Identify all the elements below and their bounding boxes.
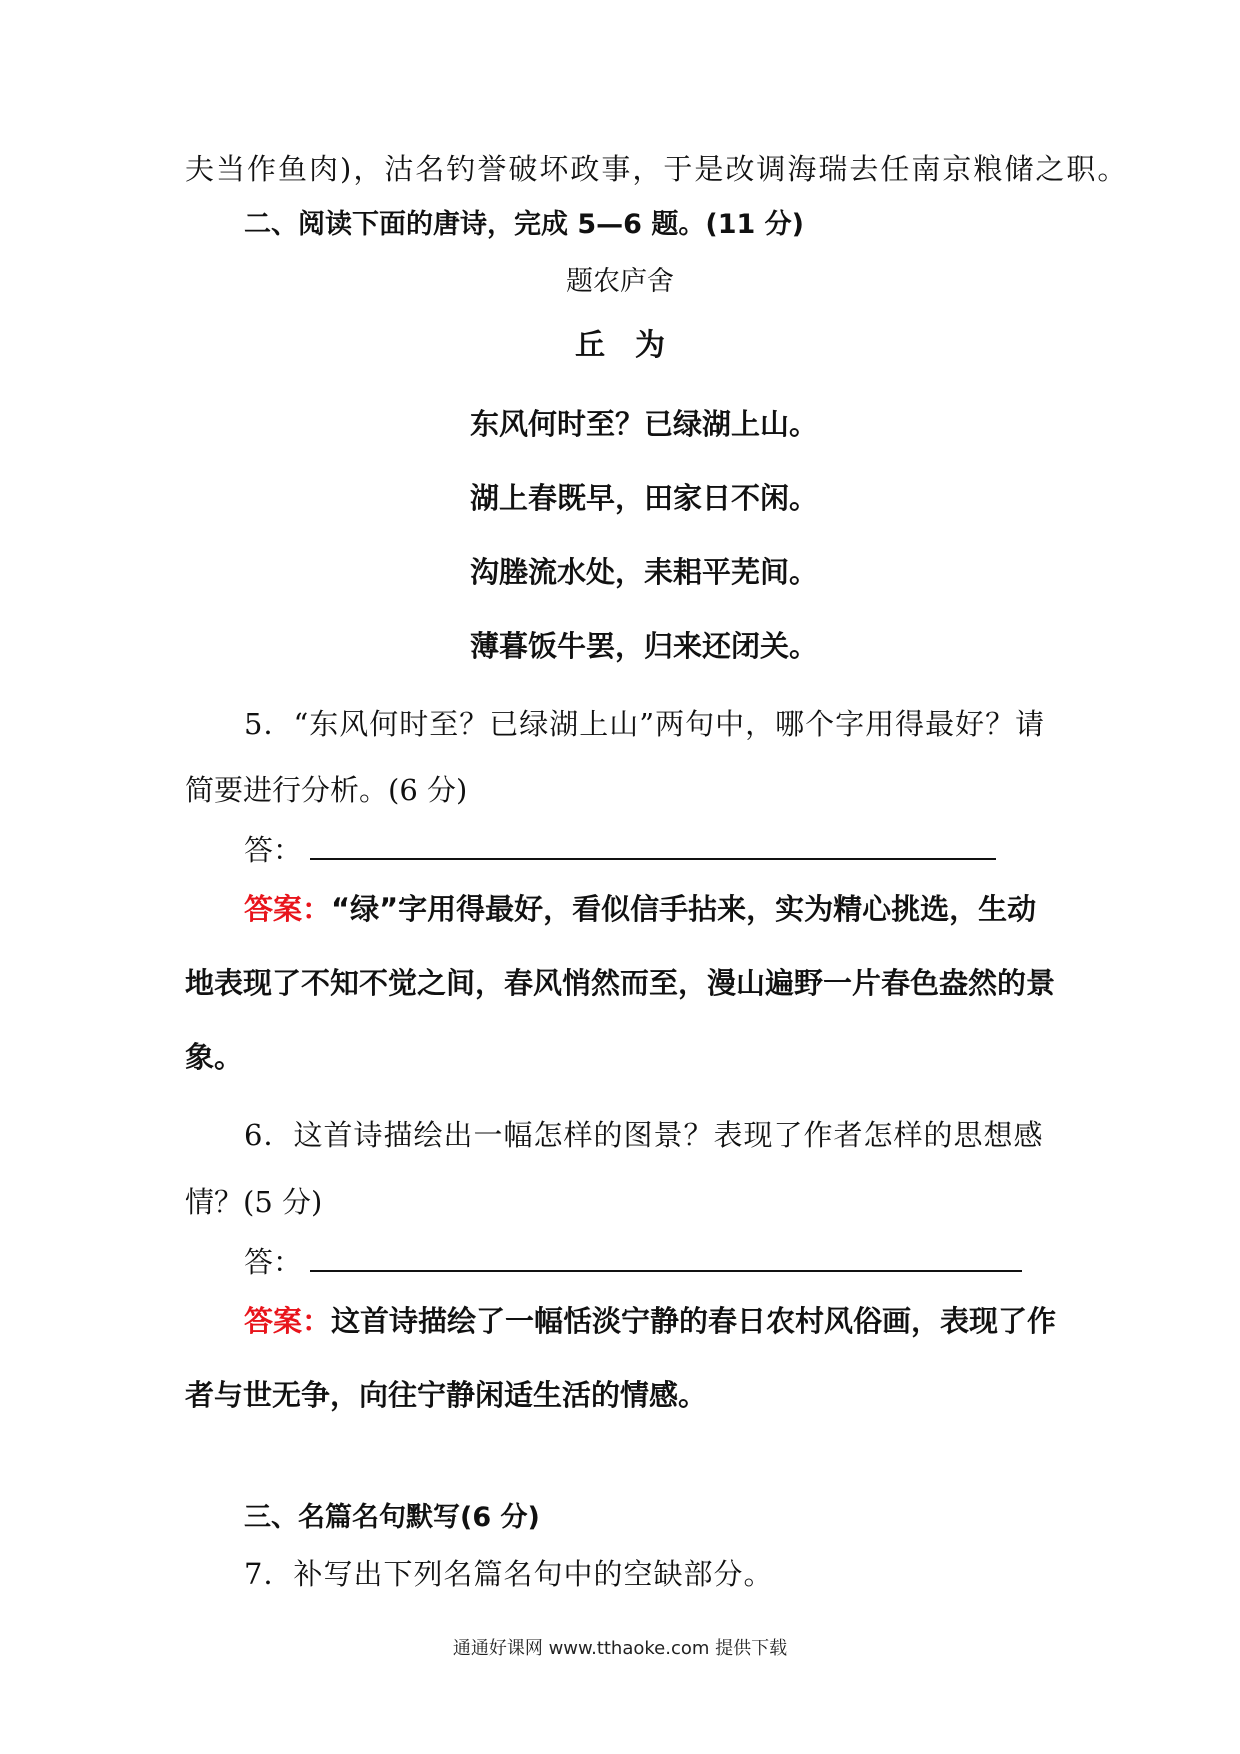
previous-text-line: 夫当作鱼肉)，沽名钓誉破坏政事，于是改调海瑞去任南京粮储之职。: [185, 152, 1129, 186]
answer-text: 地表现了不知不觉之间，春风悄然而至，漫山遍野一片春色盎然的景: [185, 966, 1056, 1000]
answer-prompt: 答：: [244, 1245, 303, 1279]
question-7: 7．补写出下列名篇名句中的空缺部分。: [244, 1557, 774, 1591]
poem-author: 丘 为: [575, 328, 665, 363]
poem-line: 东风何时至？已绿湖上山。: [470, 407, 819, 441]
answer-prompt: 答：: [244, 833, 303, 867]
answer-blank[interactable]: [310, 1246, 1022, 1272]
answer-text: “绿”字用得最好，看似信手拈来，实为精心挑选，生动: [331, 892, 1037, 926]
page-footer: 通通好课网 www.tthaoke.com 提供下载: [452, 1638, 788, 1659]
answer-label: 答案：: [244, 1304, 332, 1338]
poem-line: 薄暮饭牛罢，归来还闭关。: [470, 629, 819, 663]
poem-line: 沟塍流水处，耒耜平芜间。: [470, 555, 819, 589]
answer-text: 象。: [185, 1040, 244, 1074]
answer-row: [244, 1301, 1056, 1341]
question-text: 5．“东风何时至？已绿湖上山”两句中，哪个字用得最好？请: [244, 707, 1046, 741]
answer-text: 者与世无争，向往宁静闲适生活的情感。: [185, 1378, 708, 1412]
section-2-heading: 二、阅读下面的唐诗，完成 5—6 题。(11 分): [244, 209, 805, 240]
poem-title: 题农庐舍: [566, 266, 674, 297]
answer-text: 这首诗描绘了一幅恬淡宁静的春日农村风俗画，表现了作: [331, 1304, 1057, 1338]
answer-prompt-row: [244, 830, 996, 870]
answer-prompt-row: [244, 1242, 1022, 1282]
question-text: 情？(5 分): [185, 1185, 323, 1219]
answer-label: 答案：: [244, 892, 332, 926]
question-text: 6．这首诗描绘出一幅怎样的图景？表现了作者怎样的思想感: [244, 1118, 1044, 1152]
question-text: 简要进行分析。(6 分): [185, 773, 468, 807]
answer-blank[interactable]: [310, 834, 996, 860]
answer-row: [244, 889, 1036, 929]
poem-line: 湖上春既早，田家日不闲。: [470, 481, 819, 515]
section-3-heading: 三、名篇名句默写(6 分): [244, 1502, 540, 1533]
